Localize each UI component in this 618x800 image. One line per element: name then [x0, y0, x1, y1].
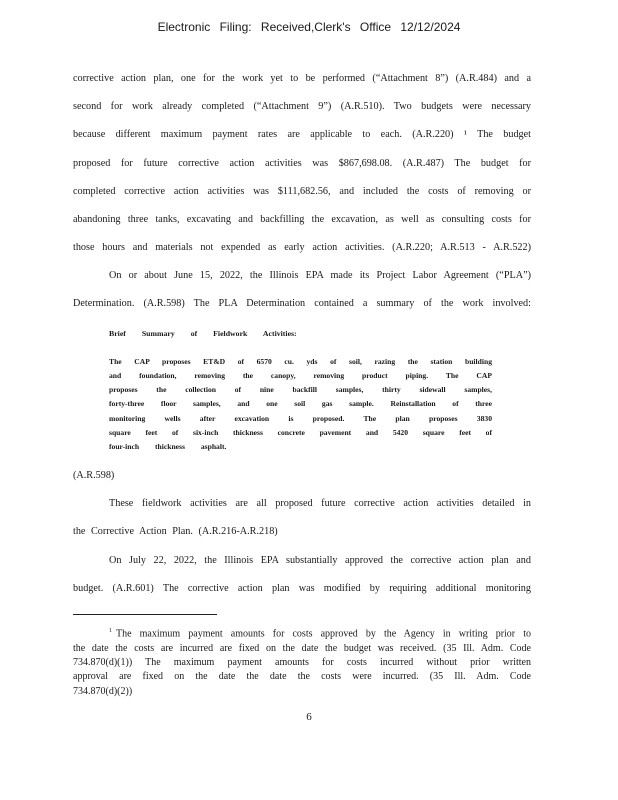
footnote-rule [73, 614, 217, 615]
quote-line: square feet of six-inch thickness concrete pavement and 5420 square feet of [109, 428, 492, 437]
quote-heading: Brief Summary of Fieldwork Activities: [109, 329, 297, 338]
record-citation: (A.R.598) [73, 470, 115, 481]
page-number: 6 [306, 711, 312, 723]
quote-line: forty-three floor samples, and one soil gas sample. Reinstallation of three [109, 399, 492, 408]
footnote-line: the date the costs are incurred are fixed on the date the budget was received. (35 Ill. Adm. Code [73, 643, 531, 654]
quote-line: monitoring wells after excavation is proposed. The plan proposes 3830 [109, 414, 492, 423]
body-line: the Corrective Action Plan. (A.R.216-A.R.218) [73, 526, 278, 537]
body-line: On July 22, 2022, the Illinois EPA substantially approved the corrective action plan and [109, 555, 531, 566]
footnote-line: 734.870(d)(2)) [73, 686, 133, 697]
footnote-mark: 1 [109, 628, 112, 634]
body-line: Determination. (A.R.598) The PLA Determination contained a summary of the work involved: [73, 298, 531, 309]
body-line: completed corrective action activities was $111,682.56, and included the costs of removing or [73, 186, 531, 197]
footnote-text: The maximum payment amounts for costs approved by the Agency in writing prior to [116, 628, 531, 640]
body-line: budget. (A.R.601) The corrective action plan was modified by requiring additional monitoring [73, 583, 531, 594]
body-line: those hours and materials not expended as early action activities. (A.R.220; A.R.513 - A.R.522) [73, 242, 531, 253]
body-line: These fieldwork activities are all proposed future corrective action activities detailed in [109, 498, 531, 509]
quote-line: proposes the collection of nine backfill samples, thirty sidewall samples, [109, 385, 492, 394]
filing-header: Electronic Filing: Received,Clerk's Office 12/12/2024 [157, 20, 461, 34]
body-line: On or about June 15, 2022, the Illinois EPA made its Project Labor Agreement (“PLA”) [109, 270, 531, 281]
body-line: proposed for future corrective action activities was $867,698.08. (A.R.487) The budget for [73, 158, 531, 169]
body-line: second for work already completed (“Attachment 9”) (A.R.510). Two budgets were necessary [73, 101, 531, 112]
body-line: corrective action plan, one for the work yet to be performed (“Attachment 8”) (A.R.484) and a [73, 73, 531, 84]
quote-line: four-inch thickness asphalt. [109, 442, 227, 451]
quote-line: The CAP proposes ET&D of 6570 cu. yds of soil, razing the station building [109, 357, 492, 366]
footnote-line: 734.870(d)(1)) The maximum payment amounts for costs incurred without prior written [73, 657, 531, 668]
footnote-line: approval are fixed on the date the date the costs were incurred. (35 Ill. Adm. Code [73, 671, 531, 682]
body-line: because different maximum payment rates are applicable to each. (A.R.220) ¹ The budget [73, 129, 531, 140]
body-line: abandoning three tanks, excavating and backfilling the excavation, as well as consulting costs for [73, 214, 531, 225]
quote-line: and foundation, removing the canopy, removing product piping. The CAP [109, 371, 492, 380]
footnote-line [109, 628, 531, 639]
